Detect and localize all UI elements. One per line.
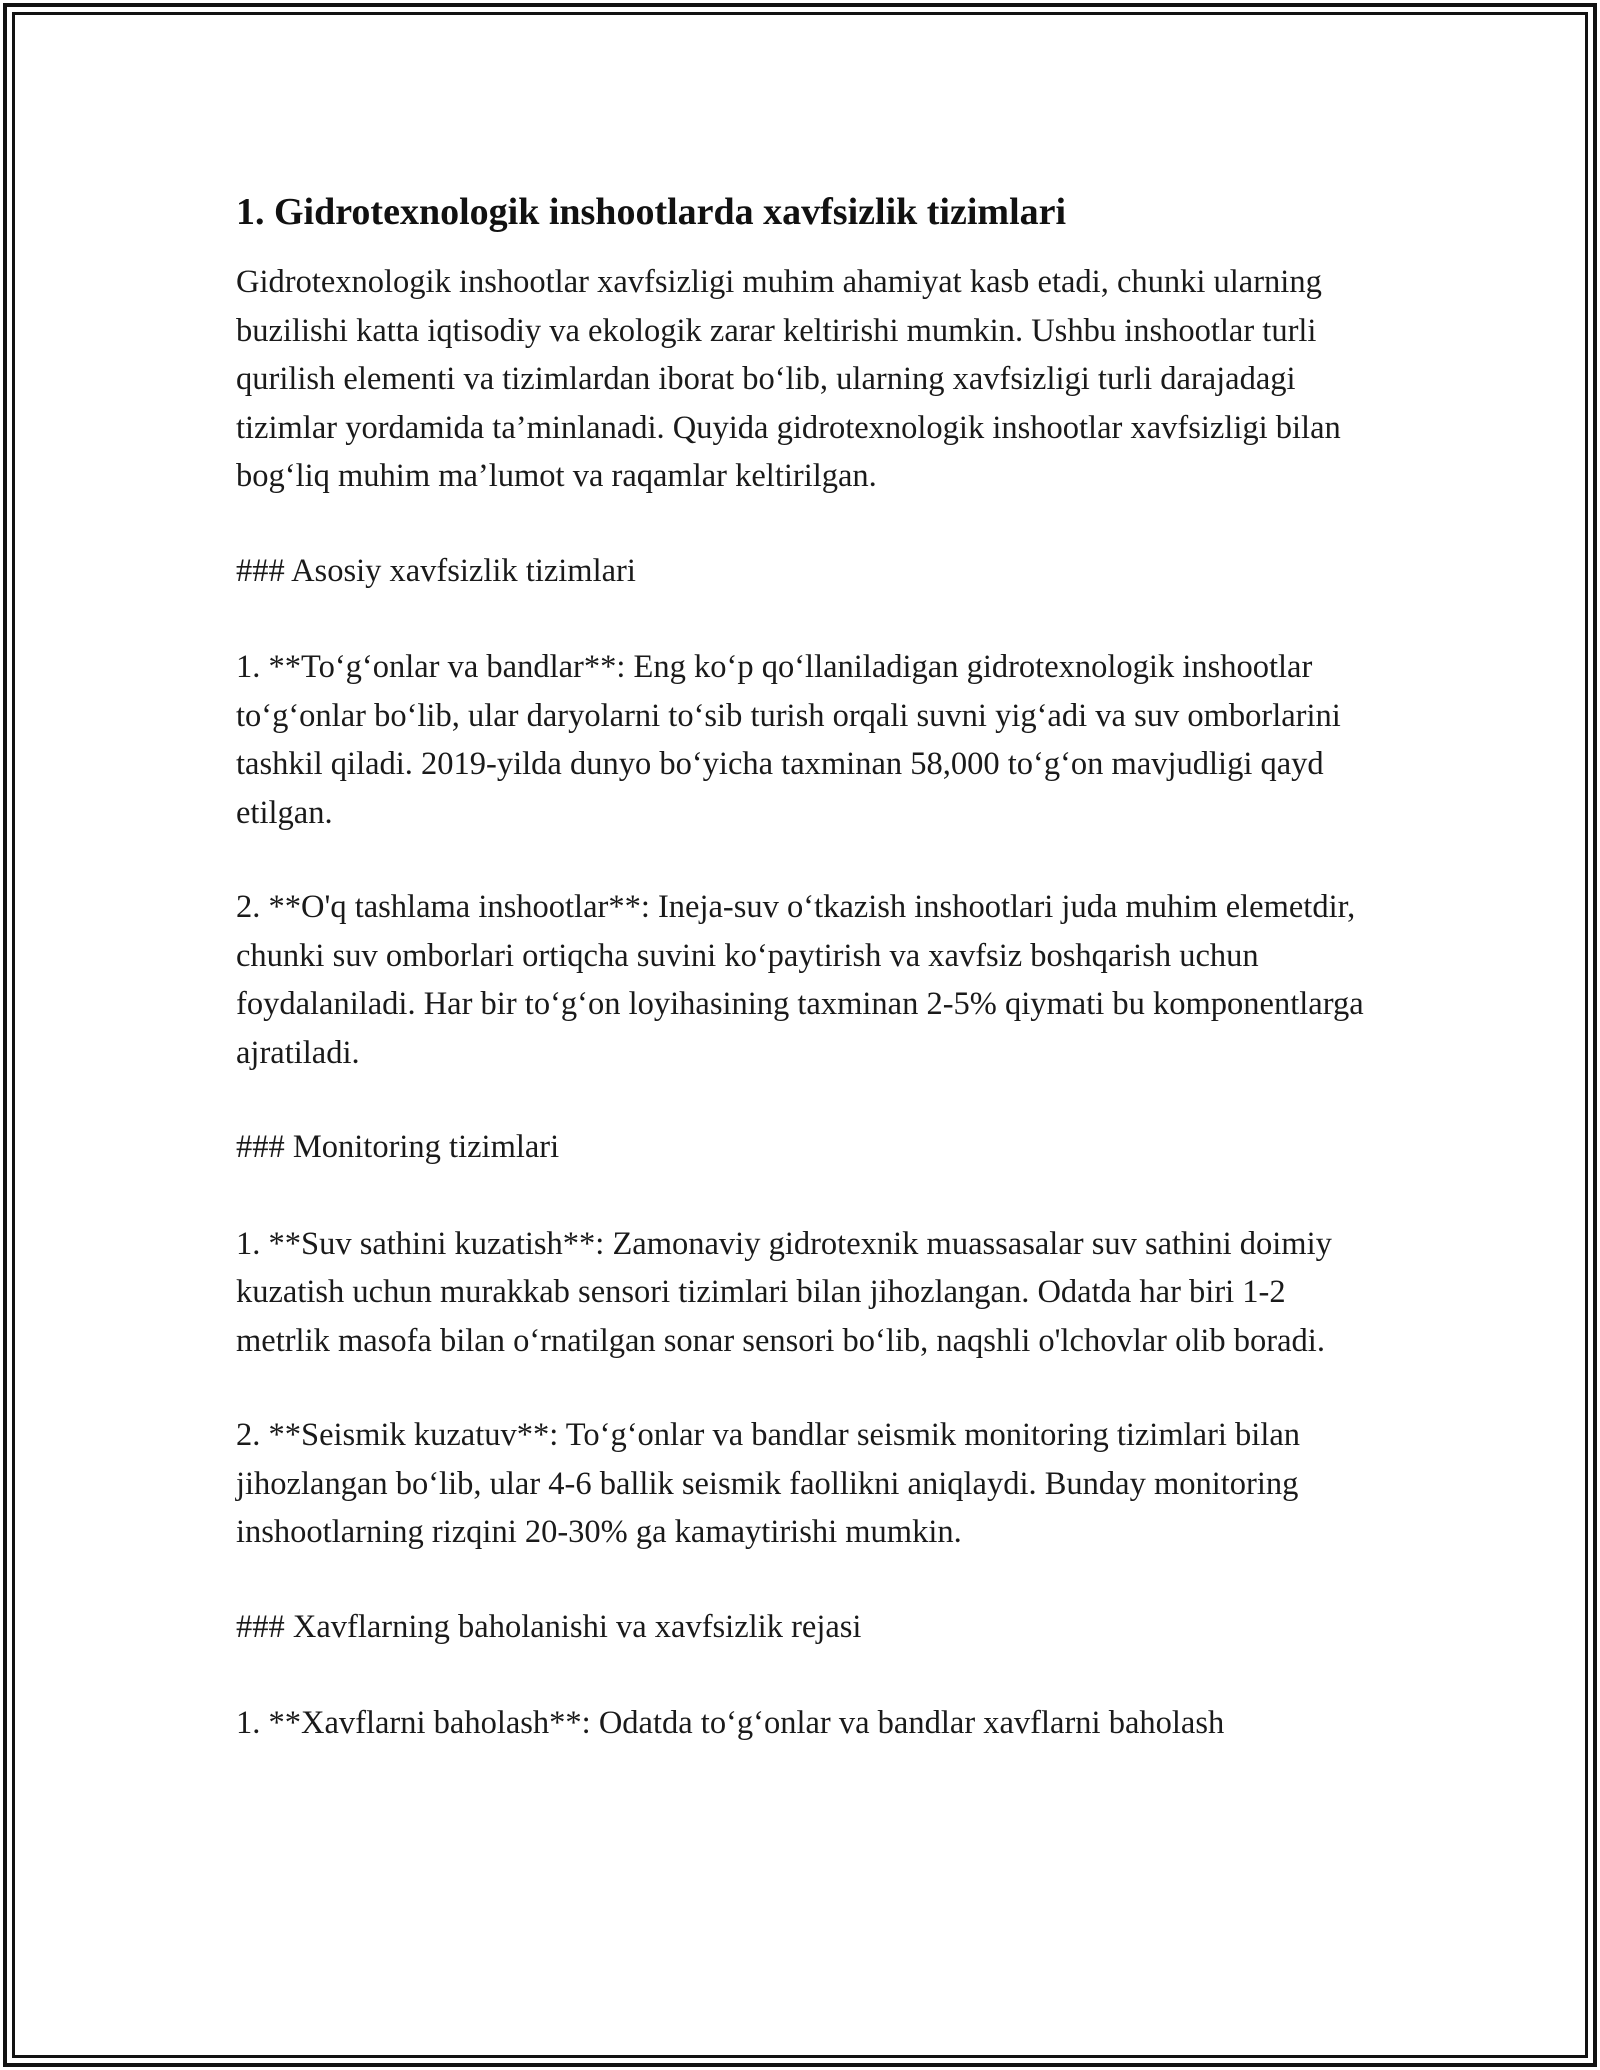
paragraph-risk-evaluation: 1. **Xavflarni baholash**: Odatda to‘g‘onlar va bandlar xavflarni baholash (236, 1705, 1225, 1741)
paragraph-water-level: 1. **Suv sathini kuzatish**: Zamonaviy gidrotexnik muassasalar suv sathini doimiy kuzatish uchun murakkab sensori tizimlari bilan jihozlangan. Odatda har biri 1-2 metrlik masofa bilan o‘rnatilgan sonar sensori bo‘lib, naqshli o'lchovlar olib boradi. (236, 1225, 1332, 1359)
section-heading-risk-assessment: ### Xavflarning baholanishi va xavfsizlik rejasi (236, 1608, 862, 1645)
paragraph-spillways: 2. **O'q tashlama inshootlar**: Ineja-suv o‘tkazish inshootlari juda muhim elemetdir, chunki suv omborlari ortiqcha suvini ko‘paytirish va xavfsiz boshqarish uchun foydalaniladi. Har bir to‘g‘on loyihasining taxminan 2-5% qiymati bu komponentlarga ajratiladi. (236, 889, 1364, 1071)
document-body (236, 188, 1366, 1794)
section-heading-monitoring: ### Monitoring tizimlari (236, 1129, 560, 1165)
document-title: 1. Gidrotexnologik inshootlarda xavfsizlik tizimlari (236, 191, 1067, 233)
paragraph-dams: 1. **To‘g‘onlar va bandlar**: Eng ko‘p qo‘llaniladigan gidrotexnologik inshootlar to‘g‘onlar bo‘lib, ular daryolarni to‘sib turish orqali suvni yig‘adi va suv omborlarini tashkil qiladi. 2019-yilda dunyo bo‘yicha taxminan 58,000 to‘g‘on mavjudligi qayd etilgan. (236, 649, 1341, 831)
section-heading-main-systems: ### Asosiy xavfsizlik tizimlari (236, 552, 636, 589)
paragraph-seismic: 2. **Seismik kuzatuv**: To‘g‘onlar va bandlar seismik monitoring tizimlari bilan jihozlangan bo‘lib, ular 4-6 ballik seismik faollikni aniqlaydi. Bunday monitoring inshootlarning rizqini 20-30% ga kamaytirishi mumkin. (236, 1417, 1301, 1550)
intro-paragraph: Gidrotexnologik inshootlar xavfsizligi muhim ahamiyat kasb etadi, chunki ularning buzilishi katta iqtisodiy va ekologik zarar keltirishi mumkin. Ushbu inshootlar turli qurilish elementi va tizimlardan iborat bo‘lib, ularning xavfsizligi turli darajadagi tizimlar yordamida ta’minlanadi. Quyida gidrotexnologik inshootlar xavfsizligi bilan bog‘liq muhim ma’lumot va raqamlar keltirilgan. (236, 264, 1341, 494)
